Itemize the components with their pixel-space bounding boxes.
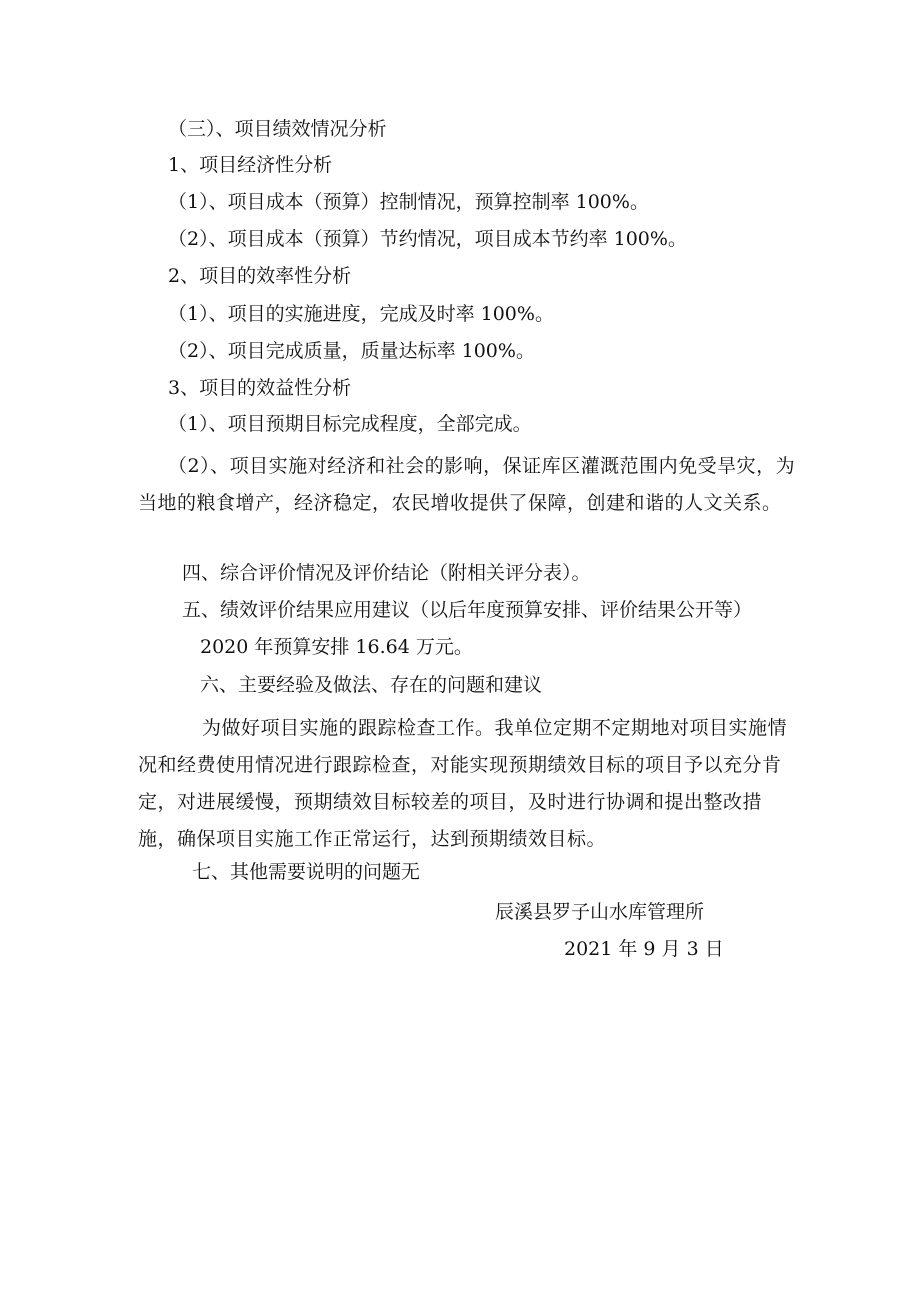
item-2-point-2: （2）、项目完成质量，质量达标率 100%。 bbox=[168, 340, 535, 362]
signature-organization: 辰溪县罗子山水库管理所 bbox=[495, 901, 705, 923]
section-5-heading: 五、绩效评价结果应用建议（以后年度预算安排、评价结果公开等） bbox=[182, 599, 753, 621]
item-3-point-2: （2）、项目实施对经济和社会的影响，保证库区灌溉范围内免受旱灾，为当地的粮食增产，经济稳定，农民增收提供了保障，创建和谐的人文关系。 bbox=[138, 455, 796, 514]
item-1-heading: 1、项目经济性分析 bbox=[168, 154, 333, 176]
item-2-point-1: （1）、项目的实施进度，完成及时率 100%。 bbox=[168, 303, 554, 325]
section-6-body: 为做好项目实施的跟踪检查工作。我单位定期不定期地对项目实施情况和经费使用情况进行跟踪检查，对能实现预期绩效目标的项目予以充分肯定，对进展缓慢，预期绩效目标较差的项目，及时进行协调和提出整改措施，确保项目实施工作正常运行，达到预期绩效目标。 bbox=[138, 717, 788, 850]
item-2-heading: 2、项目的效率性分析 bbox=[168, 265, 352, 287]
section-4-heading: 四、综合评价情况及评价结论（附相关评分表）。 bbox=[182, 562, 591, 584]
item-1-point-2: （2）、项目成本（预算）节约情况，项目成本节约率 100%。 bbox=[168, 228, 687, 250]
section-7-heading: 七、其他需要说明的问题无 bbox=[192, 861, 421, 883]
section-6-heading: 六、主要经验及做法、存在的问题和建议 bbox=[200, 674, 543, 696]
section-3-heading: （三）、项目绩效情况分析 bbox=[168, 118, 387, 140]
item-1-point-1: （1）、项目成本（预算）控制情况，预算控制率 100%。 bbox=[168, 191, 649, 213]
signature-date: 2021 年 9 月 3 日 bbox=[564, 938, 724, 960]
item-3-point-1: （1）、项目预期目标完成程度，全部完成。 bbox=[168, 413, 532, 435]
item-3-heading: 3、项目的效益性分析 bbox=[168, 377, 352, 399]
section-5-body: 2020 年预算安排 16.64 万元。 bbox=[200, 636, 473, 658]
